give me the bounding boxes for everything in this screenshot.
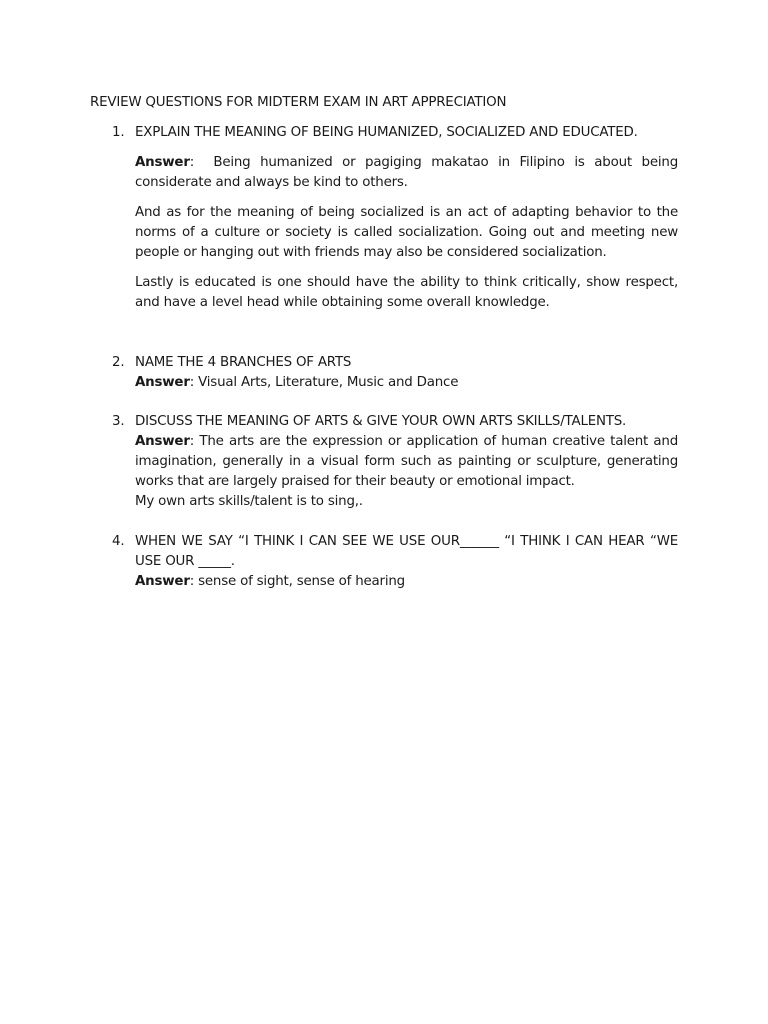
question-number: 1. bbox=[112, 125, 125, 140]
question-item bbox=[112, 412, 678, 512]
answer-label: Answer bbox=[135, 155, 190, 170]
question-number: 3. bbox=[112, 414, 125, 429]
question-item bbox=[112, 353, 678, 393]
question-number: 4. bbox=[112, 534, 125, 549]
answer-paragraph bbox=[135, 153, 678, 193]
question-text: NAME THE 4 BRANCHES OF ARTS bbox=[135, 355, 352, 370]
answer-paragraph bbox=[135, 572, 678, 592]
answer-paragraph bbox=[135, 432, 678, 492]
question-body bbox=[135, 532, 678, 592]
answer-paragraph bbox=[135, 373, 678, 393]
answer-paragraph: Lastly is educated is one should have the ability to think critically, show respect, and have a level head while obtaining some overall knowledge. bbox=[135, 275, 678, 310]
answer-text: Being humanized or pagiging makatao in Filipino is about being considerate and always be kind to others. bbox=[135, 155, 678, 190]
answer-text: sense of sight, sense of hearing bbox=[198, 574, 405, 589]
answer-extra-line: My own arts skills/talent is to sing,. bbox=[135, 494, 363, 509]
question-text: EXPLAIN THE MEANING OF BEING HUMANIZED, SOCIALIZED AND EDUCATED. bbox=[135, 125, 638, 140]
question-body bbox=[135, 412, 678, 512]
answer-paragraph: And as for the meaning of being socialized is an act of adapting behavior to the norms of a culture or society is called socialization. Going out and meeting new people or hanging out with friends may also be considered socialization. bbox=[135, 205, 678, 260]
question-number: 2. bbox=[112, 355, 125, 370]
question-item bbox=[112, 123, 678, 313]
question-text: DISCUSS THE MEANING OF ARTS & GIVE YOUR OWN ARTS SKILLS/TALENTS. bbox=[135, 414, 627, 429]
answer-label: Answer bbox=[135, 434, 190, 449]
question-body bbox=[135, 123, 678, 313]
answer-separator: : bbox=[189, 155, 214, 170]
answer-label: Answer bbox=[135, 574, 190, 589]
question-item bbox=[112, 532, 678, 592]
answer-text: Visual Arts, Literature, Music and Dance bbox=[198, 375, 459, 390]
answer-label: Answer bbox=[135, 375, 190, 390]
question-body bbox=[135, 353, 678, 393]
answer-separator: : bbox=[189, 574, 199, 589]
answer-separator: : bbox=[189, 375, 199, 390]
document-title: REVIEW QUESTIONS FOR MIDTERM EXAM IN ART APPRECIATION bbox=[90, 95, 507, 110]
answer-separator: : bbox=[189, 434, 200, 449]
answer-text: The arts are the expression or application of human creative talent and imagination, generally in a visual form such as painting or sculpture, generating works that are largely praised for their beauty or emotional impact. bbox=[135, 434, 678, 489]
question-text: WHEN WE SAY “I THINK I CAN SEE WE USE OUR______ “I THINK I CAN HEAR “WE USE OUR _____. bbox=[135, 534, 678, 569]
